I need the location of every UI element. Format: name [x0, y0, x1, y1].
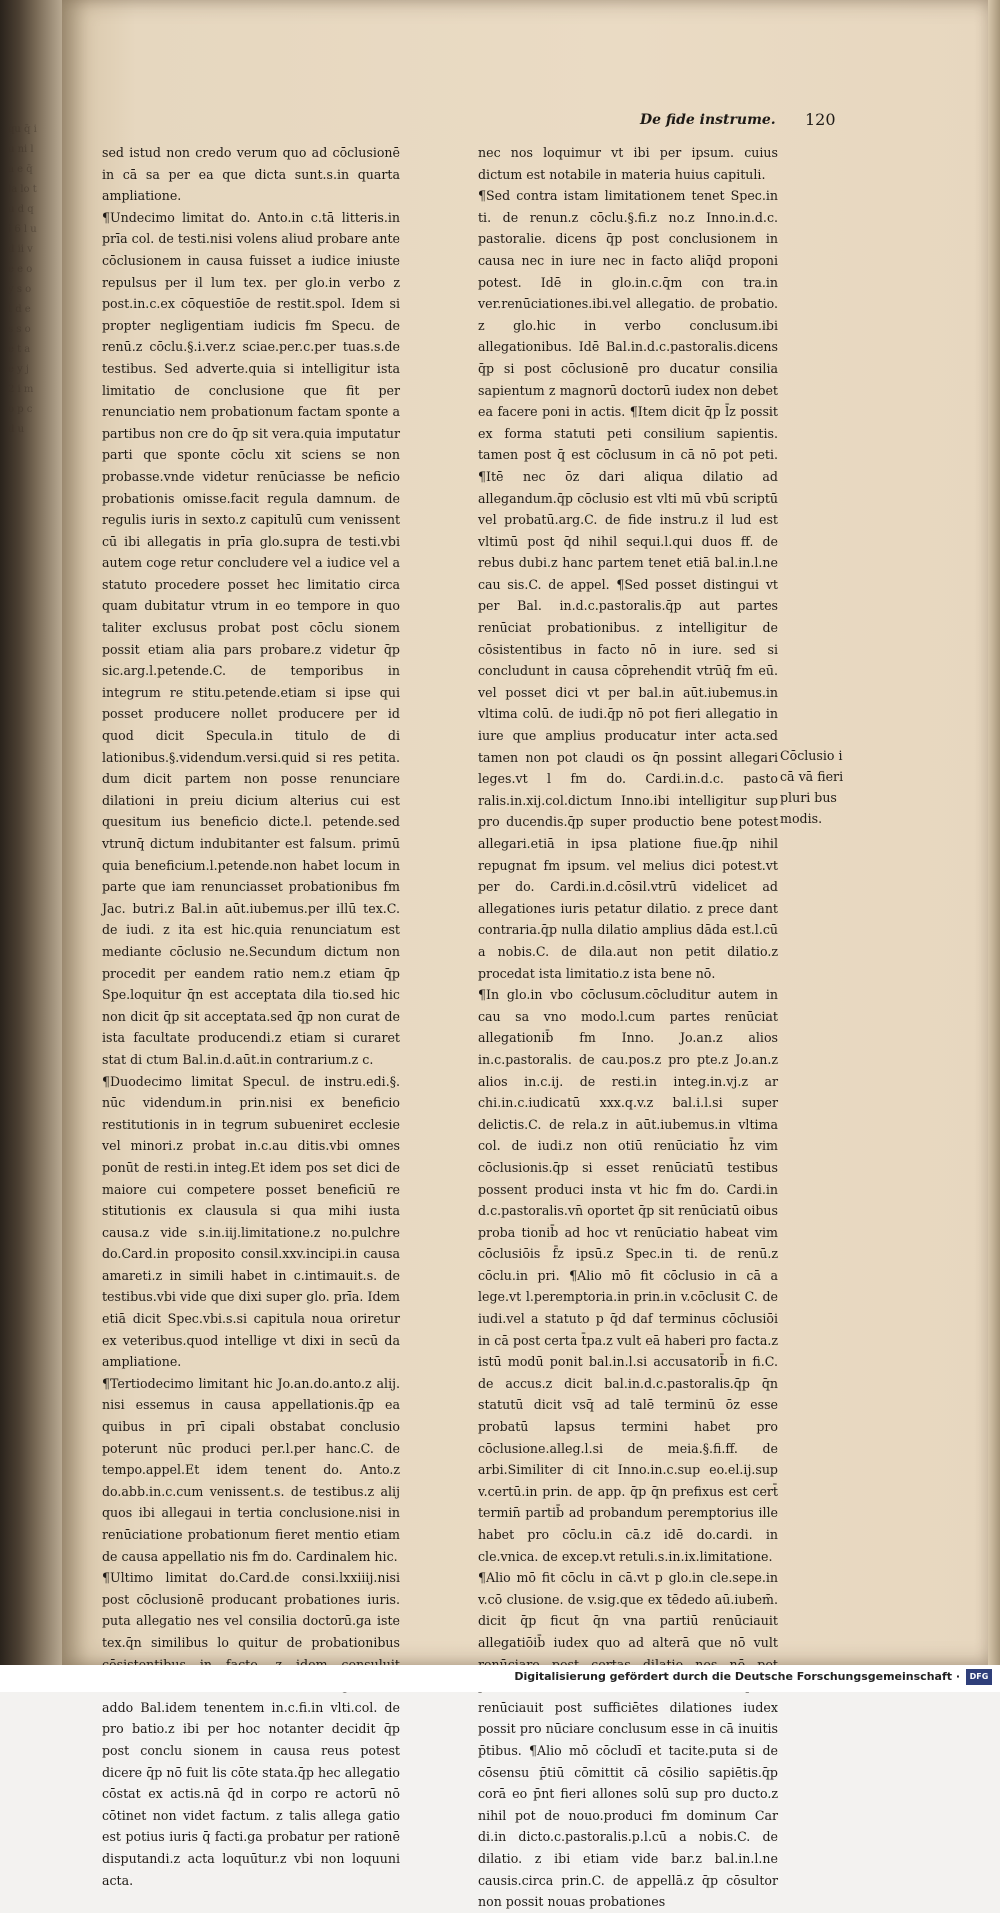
- paragraph: ¶Tertiodecimo limitant hic Jo.an.do.anto.z alij. nisi essemus in causa appellationis.q̄p ea quibus in prī cipali obstabat conclusio poterunt nūc produci per.l.per hanc.C. de tempo.appel.Et idem tenent do. Anto.z do.abb.in.c.cum venissent.s. de testibus.z alij quos ibi allegaui in tertia conclusione.nisi in renūciatione probationum fieret mentio etiam de causa appellatio nis fm do. Cardinalem hic.: [102, 1375, 400, 1564]
- paragraph: nec nos loquimur vt ibi per ipsum. cuius dictum est notabile in materia huius capituli.: [478, 145, 778, 182]
- page-edge-right: [988, 0, 1000, 1665]
- paragraph: ¶Alio mō fit cōclu in cā.vt p glo.in cle.sepe.in v.cō clusione. de v.sig.que ex tēdedo aū.iubem̄. dicit q̄p ficut q̄n vna partiū renūciauit allegatiōib̄ iudex quo ad alterā que nō vult renūciauit post sufficiētes dilationes iudex possit pro nūciare conclusum esse in cā inuitis p̄tibus. ¶Alio mō cōcludī et tacite.puta si de cōsensu p̄tiū cōmittit cā cōsilio sapiētis.q̄p corā eo p̄nt fieri allones solū sup pro ducto.z nihil pot de nouo.produci fm dominum Car di.in dicto.c.pastoralis.p.l.cū a nobis.C. de dilatio. z ibi etiam vide bar.z bal.in.l.ne causis.circa prin.C. de appellā.z q̄p cōsultor non possit nouas probationes: [478, 1570, 778, 1910]
- folio-number: 120: [805, 110, 836, 129]
- paragraph: ¶Sed contra istam limitationem tenet Spec.in ti. de renun.z cōclu.§.fi.z no.z Inno.in.d.c. pastoralie. dicens q̄p post conclusionem in causa nec in iure nec in facto aliq̄d proponi potest. Idē in glo.in.c.q̄m con tra.in ver.renūciationes.ibi.vel allegatio. de probatio. z glo.hic in verbo conclusum.ibi allegationibus. Idē Bal.in.d.c.pastoralis.dicens q̄p si post cōclusionē pro ducatur consilia sapientum z magnorū doctorū iudex non debet ea facere poni in actis. ¶Item dicit q̄p l̄z possit ex forma statuti peti consilium sapientis. tamen post q̄̄ est cōclusum in cā nō pot peti. ¶Itē nec ōz dari aliqua dilatio ad allegandum.q̄p cōclusio est vlti mū vbū scriptū vel probatū.arg.C. de fide instru.z il lud est vltimū post q̄d nihil sequi.l.qui duos ff. de rebus dubi.z hanc partem tenet etiā bal.in.l.ne cau sis.C. de appel. ¶Sed posset distingui vt per Bal. in.d.c.pastoralis.q̄p aut partes renūciat probationibus. z intelligitur de cōsistentibus in facto nō in iure. sed si concludunt in causa cōprehendit vtrūq̄ fm eū. vel posset dici vt per bal.in aūt.iubemus.in vltima colū. de iudi.q̄p nō pot fieri allegatio in iure que amplius producatur inter acta.sed tamen non pot claudi os q̄n possint allegari leges.vt l fm do. Cardi.in.d.c. pasto ralis.in.xij.col.dictum Inno.ibi intelligitur sup pro ducendis.q̄p super productio bene potest allegari.etiā in ipsa platione fiue.q̄p nihil repugnat fm ipsum. vel melius dici potest.vt per do. Cardi.in.d.cōsil.vtrū videlicet ad allegationes iuris petatur dilatio. z prece dant contraria.q̄p nulla dilatio amplius dāda est.l.cū a nobis.C. de dila.aut non petit dilatio.z procedat ista limitatio.z ista bene nō.: [478, 188, 778, 981]
- paragraph: ¶Undecimo limitat do. Anto.in c.tā litteris.in prīa col. de testi.nisi volens aliud probare ante cōclusionem in causa fuisset a iudice iniuste repulsus per il lum tex. per glo.in verbo z post.in.c.ex cōquestiōe de restit.spol. Idem si propter negligentiam iudicis fm Specu. de renū.z cōclu.§.i.ver.z sciae.per.c.per tuas.s.de testibus. Sed adverte.quia si intelligitur ista limitatio de conclusione que fit per renunciatio nem probationum factam sponte a partibus non cre do q̄p sit vera.quia imputatur parti que sponte cōclu xit sciens se non probasse.vnde videtur renūciasse be neficio probationis omisse.facit regula damnum. de regulis iuris in sexto.z capitulū cum venissent cū ibi allegatis in prīa glo.supra de testi.vbi autem coge retur concludere vel a iudice vel a statuto procedere posset hec limitatio circa quam dubitatur vtrum in eo tempore in quo taliter exclusus probat post cōclu sionem possit etiam alia pars probare.z videtur q̄p sic.arg.l.petende.C. de temporibus in integrum re stitu.petende.etiam si ipse qui posset producere nollet producere per id quod dicit Specula.in titulo de di lationibus.§.videndum.versi.quid si res petita. dum dicit partem non posse renunciare dilationi in preiu dicium alterius cui est quesitum ius beneficio dicte.l. petende.sed vtrunq̄ dictum indubitanter est falsum. primū quia beneficium.l.petende.non habet locum in parte que iam renunciasset probationibus fm Jac. butri.z Bal.in aūt.iubemus.per illū tex.C. de iudi. z ita est hic.quia renunciatum est mediante cōclusio ne.Secundum dictum non procedit per eandem ratio nem.z etiam q̄p Spe.loquitur q̄n est acceptata dila tio.sed hic non dicit q̄p sit acceptata.sed q̄p non curat de ista facultate producendi.z etiam si curaret stat di ctum Bal.in.d.aūt.in contrarium.z c.: [102, 209, 400, 1067]
- paragraph: sed istud non credo verum quo ad cōclusionē in cā sa per ea que dicta sunt.s.in quarta ampliatione.: [102, 145, 400, 204]
- marginal-note: Cōclusio i cā vā fieri pluri bus modis.: [780, 748, 844, 826]
- facing-page-edge-text: qu q̄ iu ni la e q̄ la lo t u d q i 6 l u d ii v e e o y s o t d e s s o e t a e y j 2 i m o p c d u: [8, 124, 37, 435]
- book-binding-left: [0, 0, 62, 1665]
- paragraph: ¶Ultimo limitat do.Card.de consi.lxxiiij.nisi post cōclusionē producant probationes iuris. puta allegatio nes vel consilia doctorū.ga iste tex.q̄n similibus lo quitur de probationibus addo Bal.idem tenentem in.c.fi.in vlti.col. de pro batio.z ibi per hoc notanter decidit q̄p post conclu sionem in causa reus potest dicere q̄p nō fuit lis cōte stata.q̄p hec allegatio cōstat ex actis.nā q̄d in corpo re actorū nō cōtinet non videt factum. z talis allega gatio est potius iuris q̄̄ facti.ga probatur per rationē disputandi.z acta loquūtur.z vbi non loquuni acta.: [102, 1570, 400, 1888]
- funding-notice: Digitalisierung gefördert durch die Deutsche Forschungsgemeinschaft ·: [514, 1670, 960, 1683]
- left-text-column: [102, 142, 400, 1888]
- dfg-logo-icon: DFG: [966, 1669, 992, 1685]
- running-head: De fide instrume.: [640, 112, 776, 128]
- paragraph: ¶Duodecimo limitat Specul. de instru.edi.§. nūc videndum.in prin.nisi ex beneficio restitutionis in in tegrum subueniret ecclesie vel minori.z probat in.c.au ditis.vbi omnes ponūt de resti.in integ.Et idem pos set dici de maiore cui competere posset beneficiū re stitutionis ex clausula si qua mihi iusta causa.z vide s.in.iij.limitatione.z no.pulchre do.Card.in proposito consil.xxv.incipi.in causa amareti.z in simili habet in c.intimauit.s. de testibus.vbi vide que dixi super glo. prīa. Idem etiā dicit Spec.vbi.s.si capitula noua oriretur ex veteribus.quod intellige vt dixi in secū da ampliatione.: [102, 1073, 400, 1370]
- paragraph: ¶In glo.in vbo cōclusum.cōcluditur autem in cau sa vno modo.l.cum partes renūciat allegationib̄ fm Inno. Jo.an.z alios in.c.pastoralis. de cau.pos.z pro pte.z Jo.an.z alios in.c.ij. de resti.in integ.in.vj.z ar chi.in.c.iudicatū xxx.q.v.z bal.i.l.si super delictis.C. de rela.z in aūt.iubemus.in vltima col. de iudi.z non otiū renūciatio h̄z vim cōclusionis.q̄p si esset renūciatū testibus possent produci insta vt hic fm do. Cardi.in d.c.pastoralis.vn̄ oportet q̄p sit renūciatū oibus proba tionib̄ ad hoc vt renūciatio habeat vim cōclusiōis f̄z ipsū.z Spec.in ti. de renū.z cōclu.in pri. ¶Alio mō fit cōclusio in cā a lege.vt l.peremptoria.in prin.in v.cōclusit C. de iudi.vel a statuto p q̄d daf terminus cōclusiōi in cā post certa t̄pa.z vult eā haberi pro facta.z istū modū ponit bal.in.l.si accusatorib̄ in fi.C. de accus.z dicit bal.in.d.c.pastoralis.q̄p q̄n statutū dicit vsq̄ ad talē terminū ōz esse probatū lapsus termini habet pro cōclusione.alleg.l.si de meia.§.fi.ff. de arbi.Similiter di cit Inno.in.c.sup eo.el.ij.sup v.certū.in prin. de app. q̄p q̄n prefixus est cert̄ termin̄ partib̄ ad probandum peremptorius ille habet pro cōclu.in cā.z idē do.cardi. in cle.vnica. de excep.vt retuli.s.in.ix.limitatione.: [478, 987, 778, 1564]
